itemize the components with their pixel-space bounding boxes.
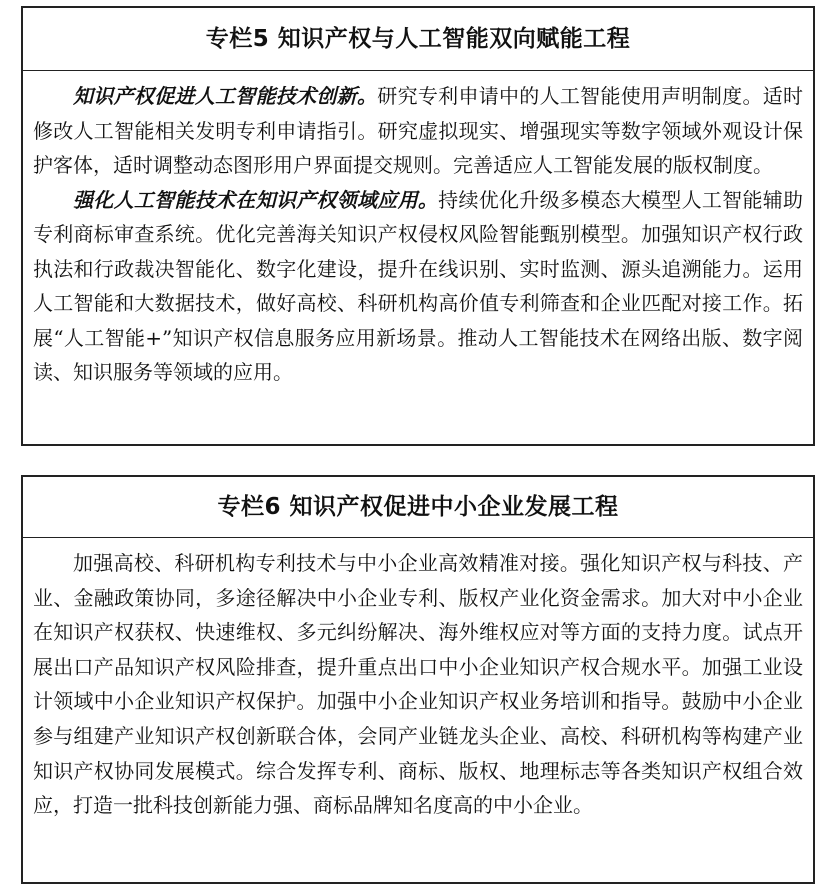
column-6-paragraph-1: 加强高校、科研机构专利技术与中小企业高效精准对接。强化知识产权与科技、产业、金融政策协同，多途径解决中小企业专利、版权产业化资金需求。加大对中小企业在知识产权获权、快速维权、多元纠纷解决、海外维权应对等方面的支持力度。试点开展出口产品知识产权风险排查，提升重点出口中小企业知识产权合规水平。加强工业设计领域中小企业知识产权保护。加强中小企业知识产权业务培训和指导。鼓励中小企业参与组建产业知识产权创新联合体，会同产业链龙头企业、高校、科研机构等构建产业知识产权协同发展模式。综合发挥专利、商标、版权、地理标志等各类知识产权组合效应，打造一批科技创新能力强、商标品牌知名度高的中小企业。 <box>33 551 803 818</box>
column-5-paragraph-2 <box>33 183 803 390</box>
column-6-title: 专栏6 知识产权促进中小企业发展工程 <box>23 477 813 538</box>
column-5-paragraph-1-lead: 知识产权促进人工智能技术创新。 <box>73 84 378 108</box>
column-5-paragraph-2-lead: 强化人工智能技术在知识产权领域应用。 <box>73 187 439 212</box>
column-5-paragraph-2-text: 持续优化升级多模态大模型人工智能辅助专利商标审查系统。优化完善海关知识产权侵权风险智能甄别模型。加强知识产权行政执法和行政裁决智能化、数字化建设，提升在线识别、实时监测、源头追溯能力。运用人工智能和大数据技术，做好高校、科研机构高价值专利筛查和企业匹配对接工作。拓展“人工智能+”知识产权信息服务应用新场景。推动人工智能技术在网络出版、数字阅读、知识服务等领域的应用。 <box>33 187 804 384</box>
column-6-body <box>23 538 813 823</box>
column-box-5 <box>21 6 815 446</box>
column-5-body <box>23 71 813 390</box>
column-5-title: 专栏5 知识产权与人工智能双向赋能工程 <box>23 8 813 71</box>
column-5-paragraph-1 <box>33 79 803 183</box>
column-5-paragraph-1-text: 研究专利申请中的人工智能使用声明制度。适时修改人工智能相关发明专利申请指引。研究虚拟现实、增强现实等数字领域外观设计保护客体，适时调整动态图形用户界面提交规则。完善适应人工智能发展的版权制度。 <box>33 84 804 177</box>
column-box-6 <box>21 475 815 884</box>
